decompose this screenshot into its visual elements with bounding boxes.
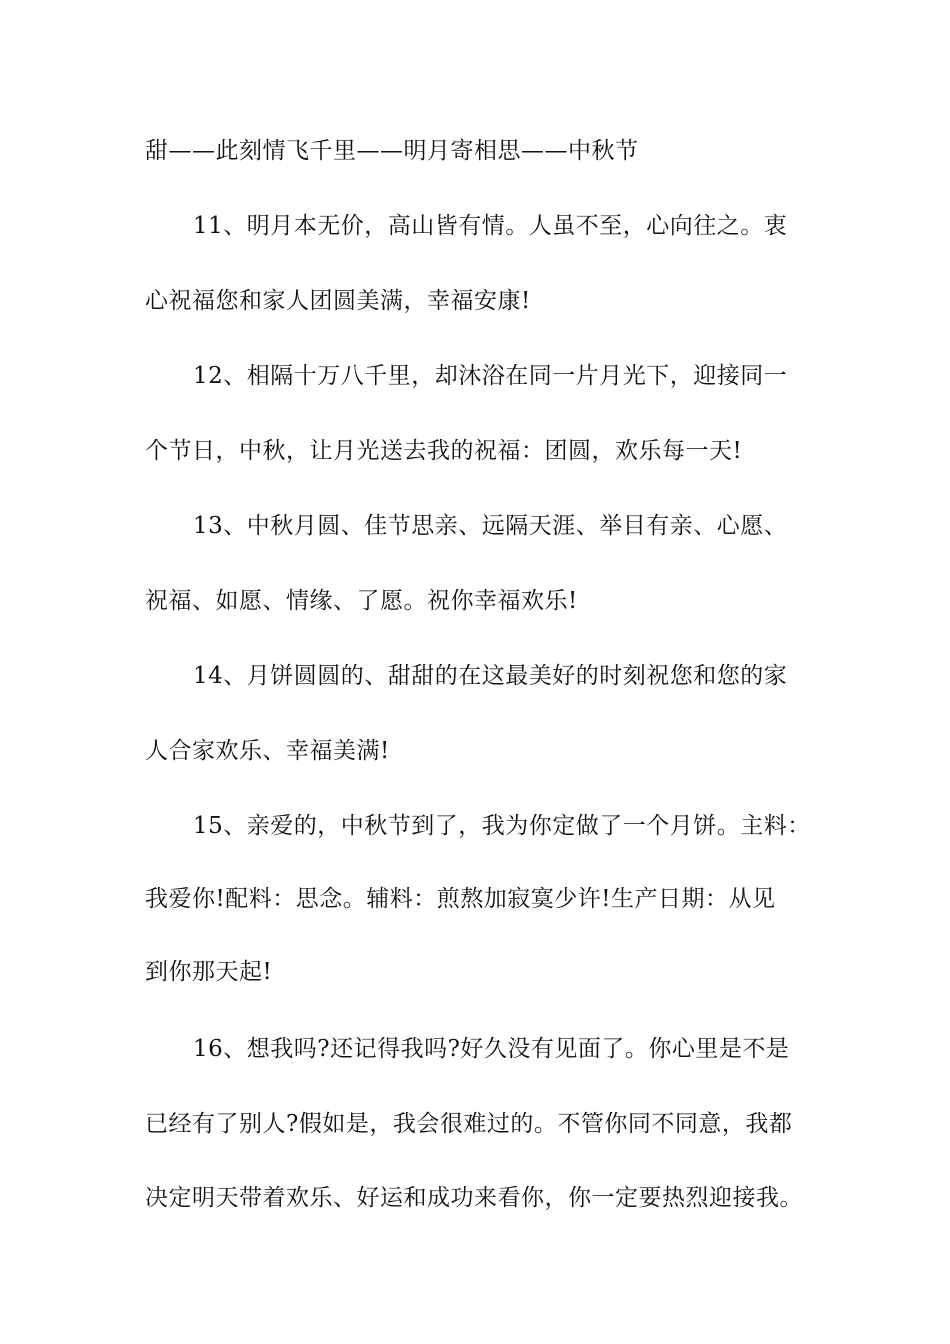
text-line-3: 心祝福您和家人团圆美满，幸福安康! xyxy=(145,288,531,314)
text-line-12: 到你那天起! xyxy=(145,959,273,985)
text-line-8: 14、月饼圆圆的、甜甜的在这最美好的时刻祝您和您的家 xyxy=(193,663,788,689)
text-line-6: 13、中秋月圆、佳节思亲、远隔天涯、举目有亲、心愿、 xyxy=(193,513,788,539)
text-line-2: 11、明月本无价，高山皆有情。人虽不至，心向往之。衷 xyxy=(193,213,788,239)
text-line-10: 15、亲爱的，中秋节到了，我为你定做了一个月饼。主料： xyxy=(193,813,811,839)
text-line-5: 个节日，中秋，让月光送去我的祝福：团圆，欢乐每一天! xyxy=(145,438,743,464)
text-line-11: 我爱你!配料：思念。辅料：煎熬加寂寞少许!生产日期：从见 xyxy=(145,886,776,912)
text-line-14: 已经有了别人?假如是，我会很难过的。不管你同不同意，我都 xyxy=(145,1111,793,1137)
text-line-7: 祝福、如愿、情缘、了愿。祝你幸福欢乐! xyxy=(145,588,578,614)
text-line-1: 甜——此刻情飞千里——明月寄相思——中秋节 xyxy=(145,138,639,164)
text-line-4: 12、相隔十万八千里，却沐浴在同一片月光下，迎接同一 xyxy=(193,363,788,389)
text-line-13: 16、想我吗?还记得我吗?好久没有见面了。你心里是不是 xyxy=(193,1036,790,1062)
text-line-9: 人合家欢乐、幸福美满! xyxy=(145,738,390,764)
text-line-15: 决定明天带着欢乐、好运和成功来看你，你一定要热烈迎接我。 xyxy=(145,1185,803,1211)
